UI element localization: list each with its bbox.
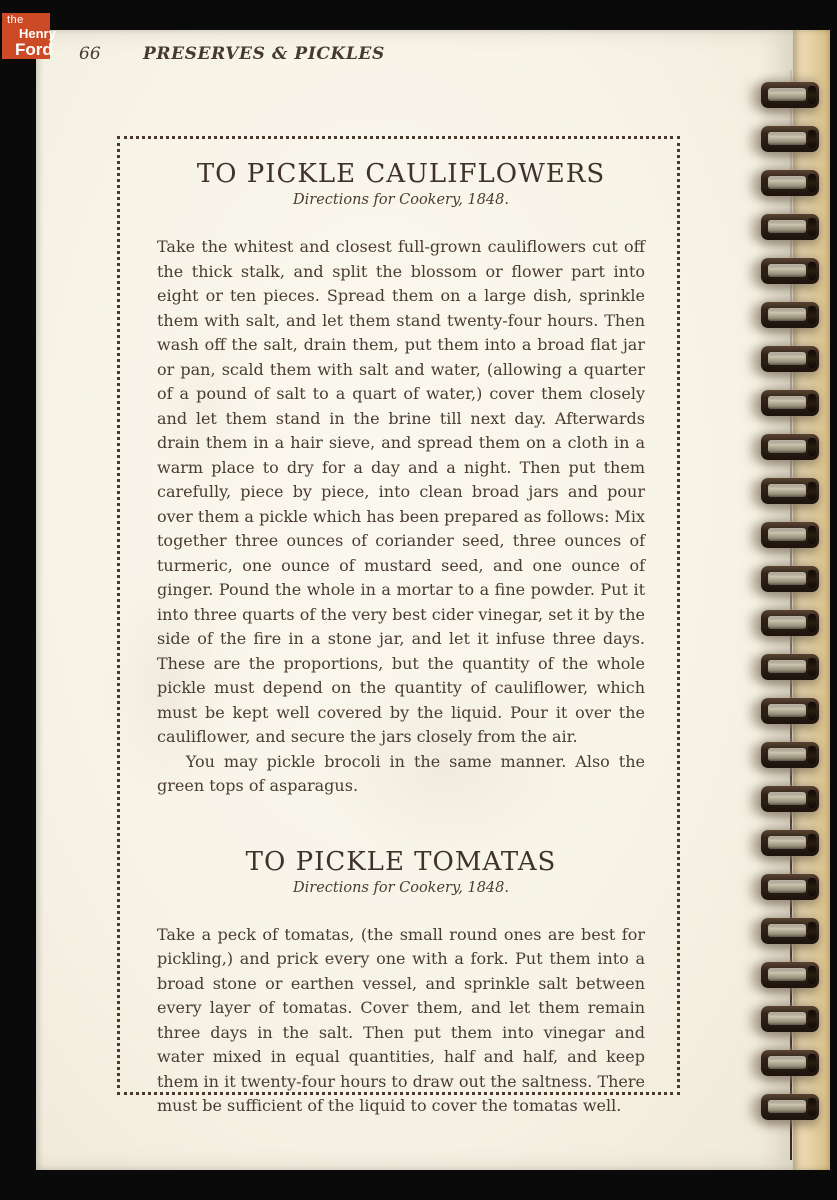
recipe-source: Directions for Cookery, 1848. bbox=[293, 879, 509, 896]
recipe-cauliflowers bbox=[157, 159, 645, 799]
next-page-edge bbox=[793, 30, 830, 1170]
logo-text-the: the bbox=[7, 14, 24, 26]
running-head bbox=[79, 44, 385, 64]
recipe-body bbox=[157, 235, 645, 799]
recipe-paragraph: Take a peck of tomatas, (the small round ones are best for pickling,) and prick every one with a fork. Put them into a broad stone or earthen vessel, and sprinkle salt between every layer of tomatas. Cover them, and let them remain three days in the salt. Then put them into vinegar and water mixed in equal quantities, half and half, and keep them in it twenty-four hours to draw out the saltness. There must be sufficient of the liquid to cover the tomatas well. bbox=[157, 924, 645, 1115]
logo-text-ford: Ford bbox=[15, 40, 53, 59]
recipe-paragraph: You may pickle brocoli in the same manner. Also the green tops of asparagus. bbox=[157, 751, 645, 795]
henry-ford-logo bbox=[2, 13, 56, 59]
page-number: 66 bbox=[79, 44, 101, 64]
logo-text-henry: Henry bbox=[19, 26, 56, 41]
recipe-body bbox=[157, 923, 645, 1119]
recipe-paragraph: Take the whitest and closest full-grown cauliflowers cut off the thick stalk, and split the blossom or flower part into eight or ten pieces. Spread them on a large dish, sprinkle them with salt, and let them stand twenty-four hours. Then wash off the salt, drain them, put them into a broad flat jar or pan, scald them with salt and water, (allowing a quarter of a pound of salt to a quart of water,) cover them closely and let them stand in the brine till next day. Afterwards drain them in a hair sieve, and spread them on a cloth in a warm place to dry for a day and a night. Then put them carefully, piece by piece, into clean broad jars and pour over them a pickle which has been prepared as follows: Mix together three ounces of coriander seed, three ounces of turmeric, one ounce of mustard seed, and one ounce of ginger. Pound the whole in a mortar to a fine powder. Put it into three quarts of the very best cider vinegar, set it by the side of the fire in a stone jar, and let it infuse three days. These are the proportions, but the quantity of the whole pickle must depend on the quantity of cauliflower, which must be kept well covered by the liquid. Pour it over the cauliflower, and secure the jars closely from the air. bbox=[157, 237, 645, 746]
recipe-title: TO PICKLE TOMATAS bbox=[245, 846, 557, 877]
recipe-tomatas bbox=[157, 847, 645, 1119]
recipe-source: Directions for Cookery, 1848. bbox=[293, 192, 509, 208]
binding-wire bbox=[790, 70, 792, 1160]
section-title: PRESERVES & PICKLES bbox=[143, 44, 385, 64]
decorative-frame bbox=[117, 136, 680, 1115]
recipe-title: TO PICKLE CAULIFLOWERS bbox=[196, 159, 606, 189]
